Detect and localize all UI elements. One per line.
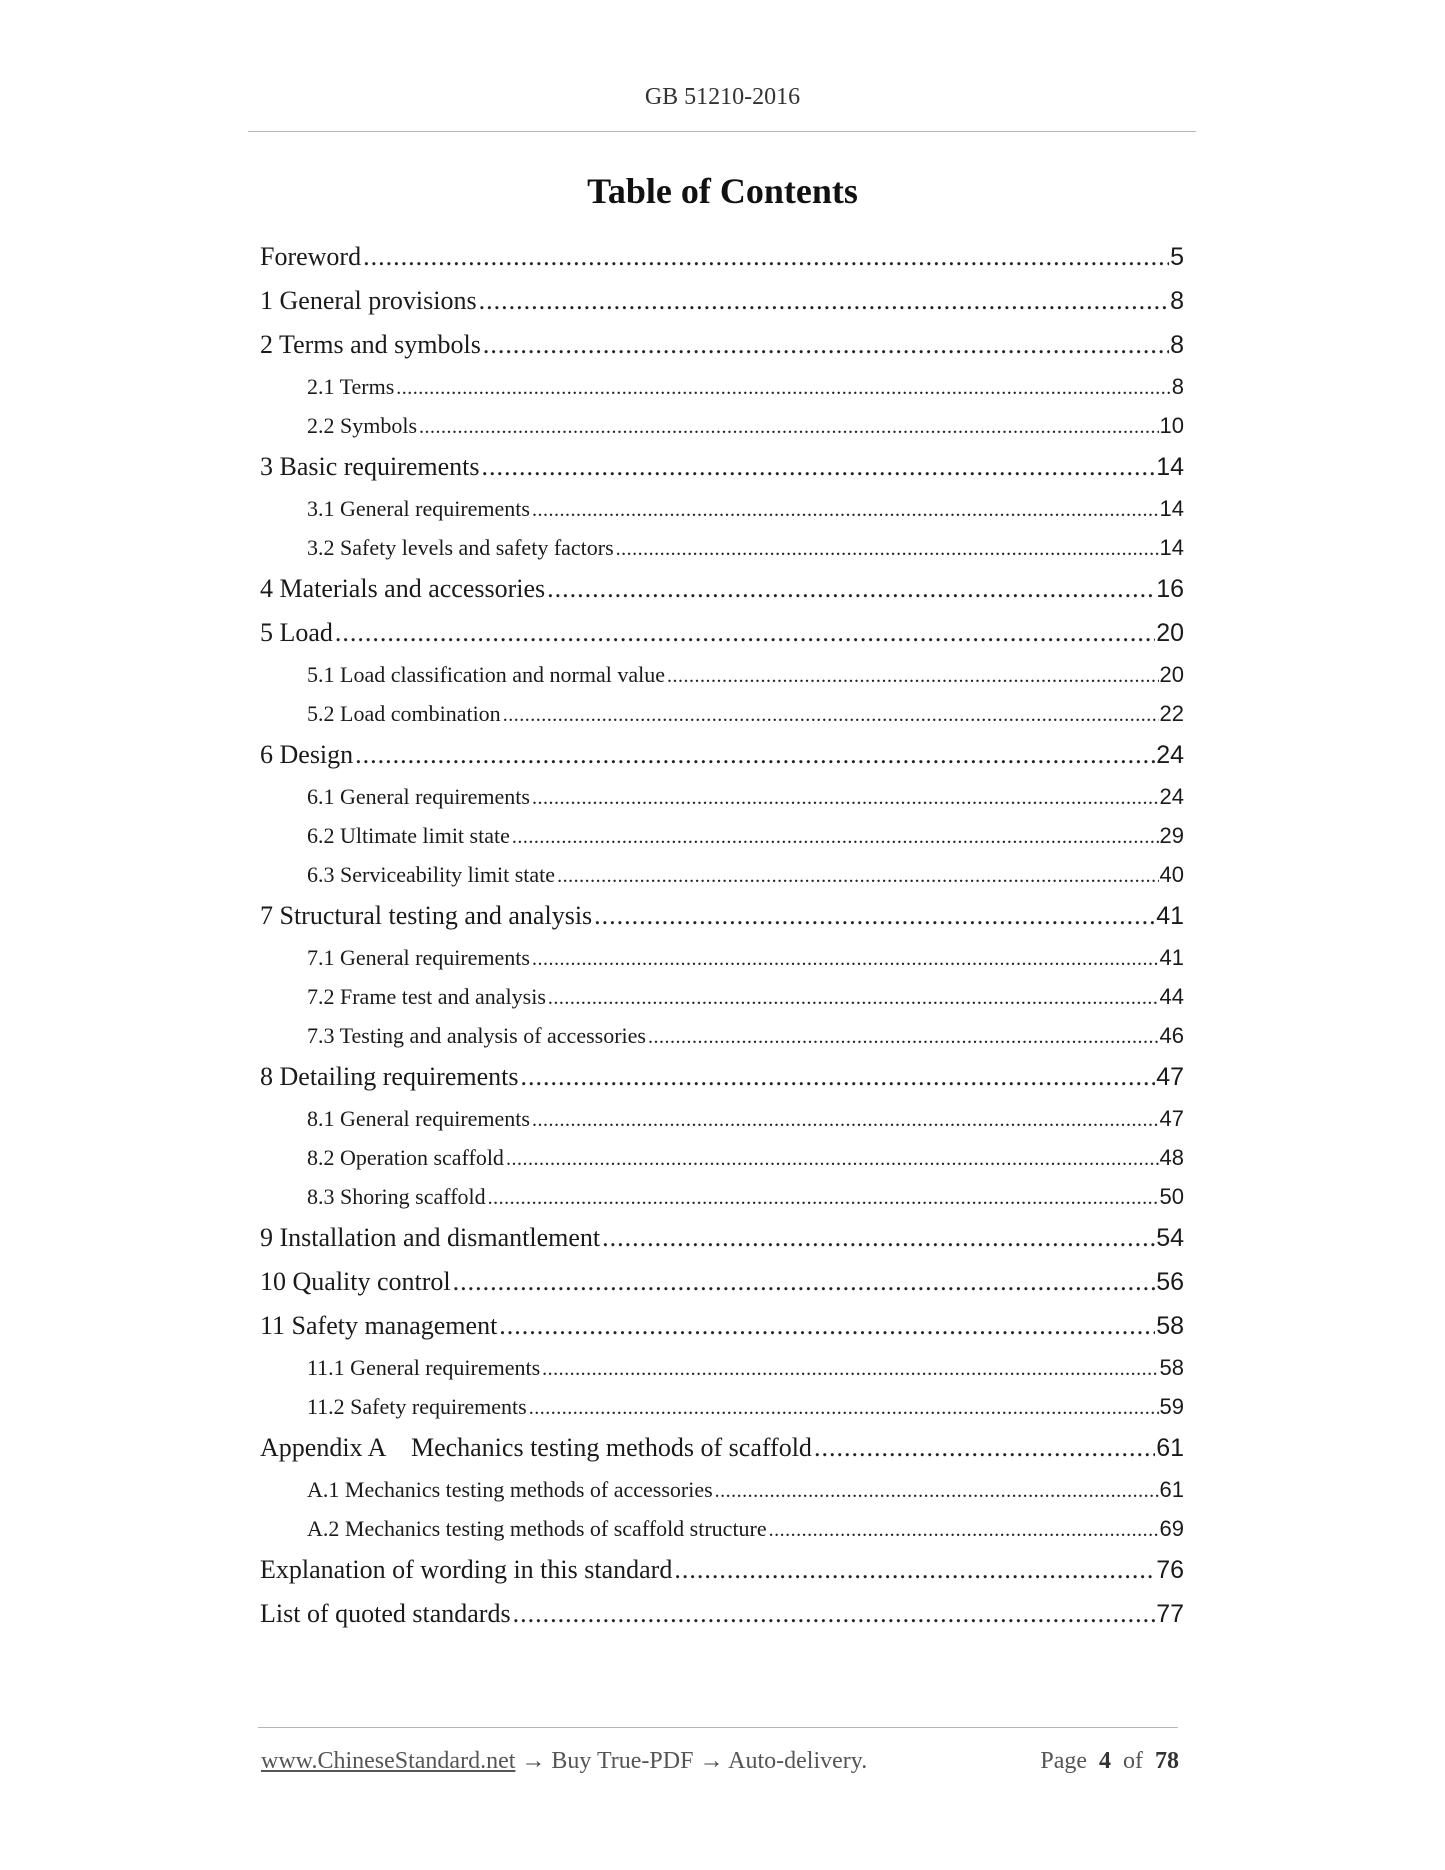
dot-leader [594,894,1155,938]
of-word: of [1123,1748,1143,1774]
toc-entry-label: 5 Load [260,618,333,647]
toc-entry[interactable] [260,894,1184,938]
toc-entry-page-number: 8 [1171,374,1184,399]
table-of-contents [260,235,1184,1636]
toc-entry-page-number: 41 [1156,902,1184,930]
total-page-count: 78 [1155,1748,1179,1774]
toc-entry-label: Explanation of wording in this standard [260,1555,673,1584]
dot-leader [602,1216,1155,1260]
toc-entry-page-number: 14 [1159,535,1184,560]
dot-leader [715,1472,1159,1511]
dot-leader [529,1389,1159,1428]
dot-leader [363,235,1169,279]
dot-leader [814,1426,1155,1470]
toc-entry-page-number: 58 [1159,1355,1184,1380]
dot-leader [483,323,1169,367]
toc-entry-label: 11 Safety management [260,1311,498,1340]
toc-entry-page-number: 29 [1159,823,1184,848]
toc-entry[interactable] [260,1426,1184,1470]
toc-entry-label: 11.1 General requirements [307,1355,541,1380]
footer-divider [258,1727,1178,1728]
toc-subentry[interactable] [307,1177,1184,1216]
toc-subentry[interactable] [307,977,1184,1016]
dot-leader [419,408,1158,447]
website-link[interactable]: www.ChineseStandard.net [261,1748,516,1774]
toc-entry-page-number: 41 [1159,945,1184,970]
dot-leader [520,1055,1155,1099]
toc-entry-page-number: 61 [1156,1434,1184,1462]
buy-pdf-text: Buy True-PDF [551,1748,694,1774]
toc-subentry[interactable] [307,1099,1184,1138]
dot-leader [482,445,1156,489]
page-counter [1040,1748,1179,1782]
toc-entry[interactable] [260,1260,1184,1304]
toc-entry-page-number: 24 [1156,741,1184,769]
toc-subentry[interactable] [307,855,1184,894]
toc-subentry[interactable] [307,1470,1184,1509]
toc-entry-label: 8 Detailing requirements [260,1062,519,1091]
toc-subentry[interactable] [307,1138,1184,1177]
toc-entry-label: 8.1 General requirements [307,1106,530,1131]
toc-entry-label: A.2 Mechanics testing methods of scaffold structure [307,1516,767,1541]
toc-entry[interactable] [260,235,1184,279]
toc-entry-label: 6.2 Ultimate limit state [307,823,510,848]
toc-entry-label: 6.3 Serviceability limit state [307,862,556,887]
toc-entry-label: Foreword [260,242,362,271]
toc-subentry[interactable] [307,655,1184,694]
document-code-header: GB 51210-2016 [644,84,801,110]
toc-entry-page-number: 24 [1159,784,1184,809]
toc-entry-page-number: 58 [1156,1312,1184,1340]
toc-entry-page-number: 76 [1156,1556,1184,1584]
dot-leader [453,1260,1156,1304]
dot-leader [548,979,1159,1018]
toc-entry[interactable] [260,1592,1184,1636]
dot-leader [506,1140,1159,1179]
current-page-number: 4 [1099,1748,1111,1774]
toc-subentry[interactable] [307,367,1184,406]
page-title: Table of Contents [587,171,858,211]
toc-entry[interactable] [260,733,1184,777]
toc-entry-page-number: 69 [1159,1516,1184,1541]
page-word: Page [1040,1748,1087,1774]
toc-subentry[interactable] [307,694,1184,733]
dot-leader [513,1592,1156,1636]
toc-entry-label: 3.2 Safety levels and safety factors [307,535,614,560]
dot-leader [667,657,1159,696]
toc-entry-label: 2.1 Terms [307,374,395,399]
toc-subentry[interactable] [307,1387,1184,1426]
dot-leader [547,567,1155,611]
toc-entry-label: 5.2 Load combination [307,701,501,726]
toc-entry-label: 5.1 Load classification and normal value [307,662,665,687]
dot-leader [532,1101,1159,1140]
toc-entry-page-number: 8 [1170,331,1184,359]
dot-leader [648,1018,1159,1057]
arrow-right-icon: → [699,1748,724,1774]
toc-entry-label: 7 Structural testing and analysis [260,901,593,930]
dot-leader [532,940,1159,979]
toc-entry-page-number: 44 [1159,984,1184,1009]
toc-entry-label: 9 Installation and dismantlement [260,1223,601,1252]
toc-entry-label: 3.1 General requirements [307,496,530,521]
dot-leader [532,779,1159,818]
dot-leader [769,1511,1159,1550]
toc-entry-page-number: 10 [1159,413,1184,438]
toc-entry[interactable] [260,1304,1184,1348]
toc-entry-label: 1 General provisions [260,286,477,315]
toc-entry-page-number: 46 [1159,1023,1184,1048]
toc-entry-label: 8.3 Shoring scaffold [307,1184,486,1209]
toc-entry-label: 6 Design [260,740,354,769]
toc-entry-page-number: 14 [1159,496,1184,521]
toc-entry-page-number: 20 [1159,662,1184,687]
dot-leader [479,279,1169,323]
toc-entry-page-number: 40 [1159,862,1184,887]
toc-entry[interactable] [260,1216,1184,1260]
toc-entry[interactable] [260,611,1184,655]
toc-entry[interactable] [260,323,1184,367]
toc-entry-page-number: 50 [1159,1184,1184,1209]
dot-leader [499,1304,1155,1348]
header-divider [248,131,1196,132]
toc-entry-page-number: 77 [1156,1600,1184,1628]
dot-leader [335,611,1155,655]
toc-entry-page-number: 56 [1156,1268,1184,1296]
toc-entry-label: 7.1 General requirements [307,945,530,970]
dot-leader [396,369,1170,408]
toc-subentry[interactable] [307,816,1184,855]
footer-promo [261,1748,867,1782]
toc-subentry[interactable] [307,489,1184,528]
toc-entry-label: 7.3 Testing and analysis of accessories [307,1023,646,1048]
toc-entry[interactable] [260,567,1184,611]
toc-entry-page-number: 16 [1156,575,1184,603]
toc-subentry[interactable] [307,1509,1184,1548]
toc-entry-page-number: 47 [1156,1063,1184,1091]
toc-entry-page-number: 59 [1159,1394,1184,1419]
arrow-right-icon: → [521,1748,546,1774]
toc-entry-page-number: 54 [1156,1224,1184,1252]
toc-entry-page-number: 8 [1170,287,1184,315]
toc-entry-label: 3 Basic requirements [260,452,480,481]
toc-entry-label: List of quoted standards [260,1599,511,1628]
toc-entry-label: 10 Quality control [260,1267,451,1296]
toc-entry[interactable] [260,279,1184,323]
toc-entry-page-number: 22 [1159,701,1184,726]
dot-leader [503,696,1159,735]
toc-entry-label: Appendix A Mechanics testing methods of scaffold [260,1433,812,1462]
toc-entry-page-number: 14 [1156,453,1184,481]
toc-entry[interactable] [260,1548,1184,1592]
dot-leader [512,818,1159,857]
toc-subentry[interactable] [307,406,1184,445]
dot-leader [557,857,1158,896]
toc-entry-label: 11.2 Safety requirements [307,1394,527,1419]
toc-entry-page-number: 48 [1159,1145,1184,1170]
toc-entry-label: 7.2 Frame test and analysis [307,984,546,1009]
toc-entry-page-number: 20 [1156,619,1184,647]
dot-leader [542,1350,1158,1389]
toc-entry-page-number: 61 [1159,1477,1184,1502]
toc-entry-label: 4 Materials and accessories [260,574,546,603]
dot-leader [532,491,1159,530]
toc-subentry[interactable] [307,938,1184,977]
toc-subentry[interactable] [307,1348,1184,1387]
toc-entry[interactable] [260,1055,1184,1099]
toc-entry-label: 8.2 Operation scaffold [307,1145,504,1170]
dot-leader [355,733,1155,777]
toc-entry-label: 6.1 General requirements [307,784,530,809]
auto-delivery-text: Auto-delivery. [728,1748,868,1774]
toc-entry-label: 2.2 Symbols [307,413,418,438]
toc-entry-label: A.1 Mechanics testing methods of accessories [307,1477,713,1502]
toc-entry-page-number: 5 [1170,243,1184,271]
dot-leader [674,1548,1155,1592]
toc-subentry[interactable] [307,528,1184,567]
toc-entry-label: 2 Terms and symbols [260,330,481,359]
toc-entry[interactable] [260,445,1184,489]
dot-leader [488,1179,1159,1218]
dot-leader [616,530,1159,569]
toc-entry-page-number: 47 [1159,1106,1184,1131]
toc-subentry[interactable] [307,777,1184,816]
toc-subentry[interactable] [307,1016,1184,1055]
page-footer [261,1748,1179,1782]
